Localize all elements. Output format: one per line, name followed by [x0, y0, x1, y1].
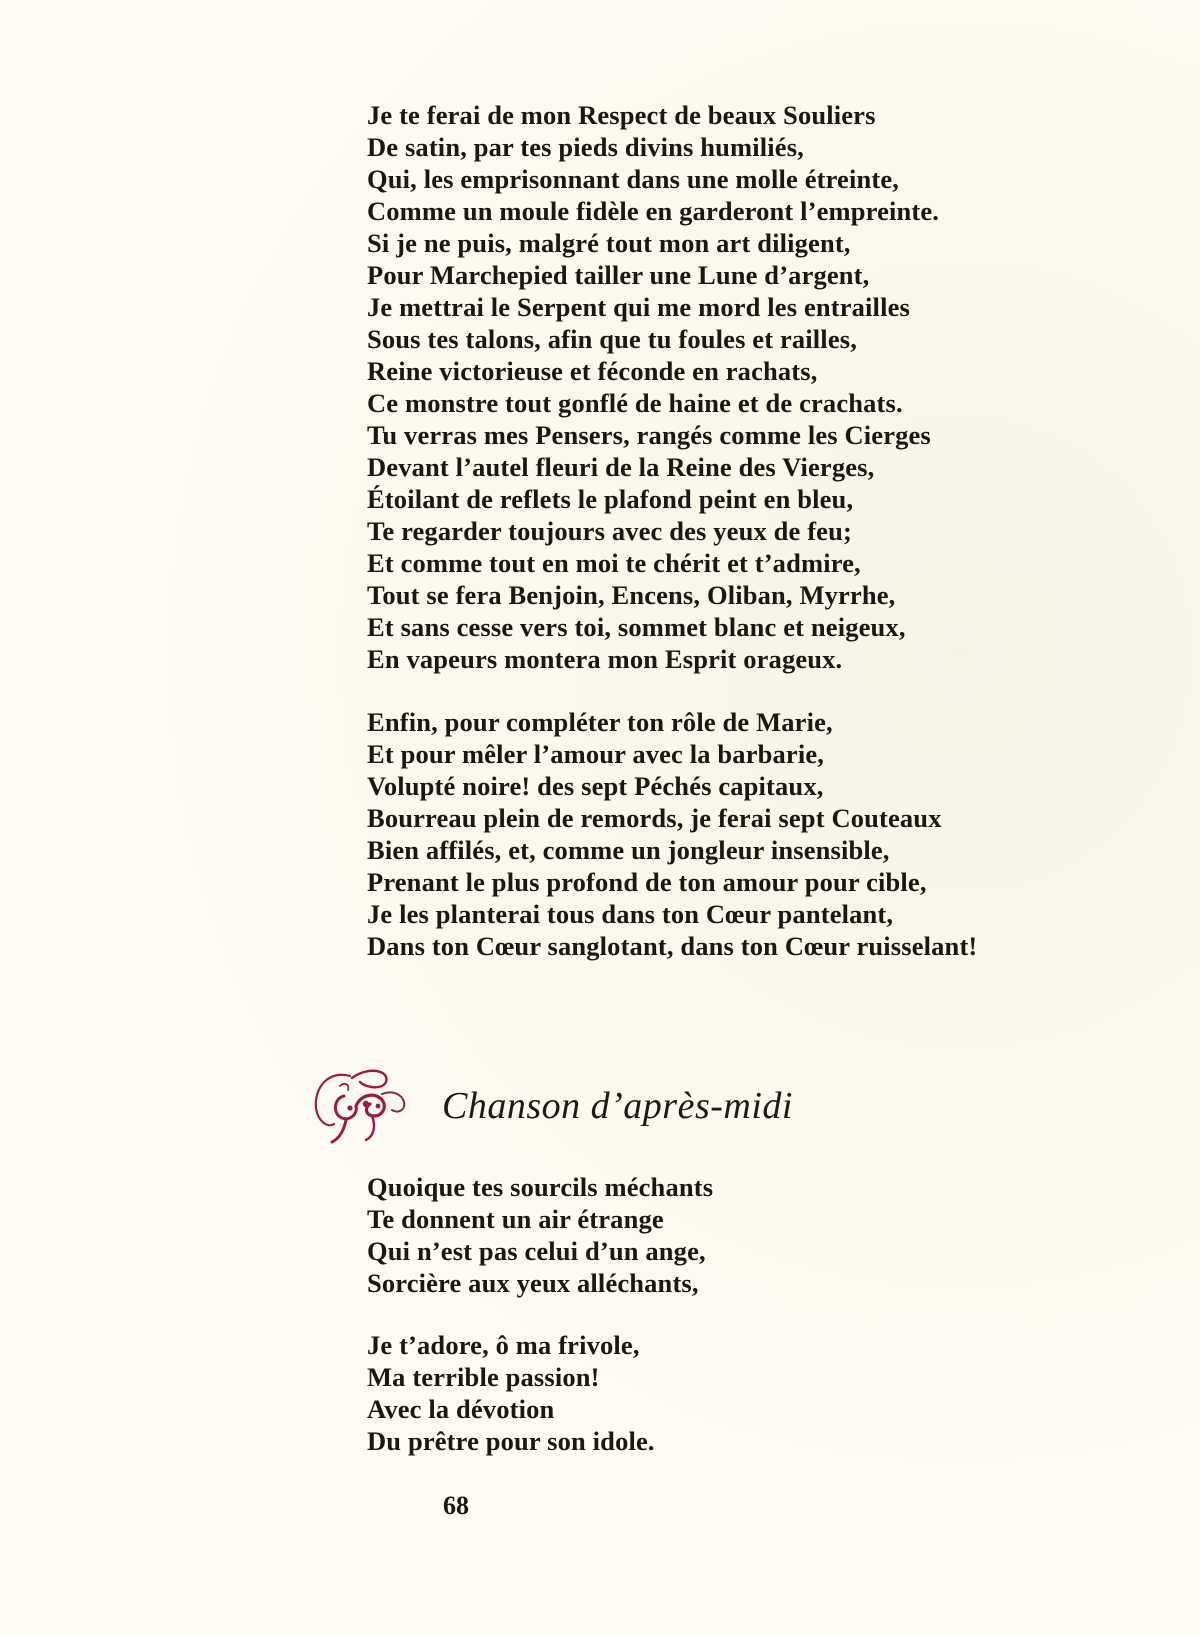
verse-line: Ce monstre tout gonflé de haine et de crachats.	[367, 388, 903, 418]
verse-line: De satin, par tes pieds divins humiliés,	[367, 132, 804, 162]
verse-line: Enfin, pour compléter ton rôle de Marie,	[367, 707, 833, 737]
verse-line: Ma terrible passion!	[367, 1362, 600, 1392]
verse-line: Te regarder toujours avec des yeux de feu;	[367, 516, 852, 546]
verse-line: Et pour mêler l’amour avec la barbarie,	[367, 739, 825, 769]
section-heading	[310, 1056, 910, 1146]
verse-line: Qui, les emprisonnant dans une molle étreinte,	[367, 164, 900, 194]
verse-line: Comme un moule fidèle en garderont l’empreinte.	[367, 196, 940, 226]
verse-line: Et comme tout en moi te chérit et t’admire,	[367, 548, 861, 578]
verse-line: Je te ferai de mon Respect de beaux Souliers	[367, 100, 876, 130]
verse-line: Prenant le plus profond de ton amour pour cible,	[367, 867, 927, 897]
verse-line: En vapeurs montera mon Esprit orageux.	[367, 644, 843, 674]
calligraphic-flourish-icon	[310, 1056, 415, 1146]
verse-line: Pour Marchepied tailler une Lune d’argent,	[367, 260, 870, 290]
song-stanza	[367, 1171, 713, 1299]
verse-line: Sorcière aux yeux alléchants,	[367, 1268, 699, 1298]
verse-line: Bourreau plein de remords, je ferai sept Couteaux	[367, 803, 942, 833]
verse-line: Qui n’est pas celui d’un ange,	[367, 1236, 706, 1266]
verse-line: Je t’adore, ô ma frivole,	[367, 1330, 640, 1360]
verse-line: Je les planterai tous dans ton Cœur pantelant,	[367, 899, 894, 929]
verse-line: Tout se fera Benjoin, Encens, Oliban, Myrrhe,	[367, 580, 896, 610]
verse-line: Avec la dévotion	[367, 1394, 555, 1424]
verse-line: Si je ne puis, malgré tout mon art diligent,	[367, 228, 851, 258]
verse-line: Sous tes talons, afin que tu foules et railles,	[367, 324, 857, 354]
verse-line: Reine victorieuse et féconde en rachats,	[367, 356, 818, 386]
verse-line: Volupté noire! des sept Péchés capitaux,	[367, 771, 824, 801]
verse-line: Je mettrai le Serpent qui me mord les entrailles	[367, 292, 910, 322]
section-title: Chanson d’après-midi	[442, 1085, 793, 1127]
verse-line: Bien affilés, et, comme un jongleur insensible,	[367, 835, 890, 865]
verse-line: Te donnent un air étrange	[367, 1204, 664, 1234]
page-number: 68	[443, 1491, 469, 1520]
verse-line: Étoilant de reflets le plafond peint en bleu,	[367, 484, 854, 514]
poem-stanza	[367, 706, 977, 962]
verse-line: Tu verras mes Pensers, rangés comme les Cierges	[367, 420, 931, 450]
verse-line: Du prêtre pour son idole.	[367, 1426, 655, 1456]
poem-stanza	[367, 99, 939, 675]
song-stanza	[367, 1329, 655, 1457]
verse-line: Devant l’autel fleuri de la Reine des Vierges,	[367, 452, 875, 482]
verse-line: Dans ton Cœur sanglotant, dans ton Cœur ruisselant!	[367, 931, 978, 961]
verse-line: Quoique tes sourcils méchants	[367, 1172, 714, 1202]
verse-line: Et sans cesse vers toi, sommet blanc et neigeux,	[367, 612, 906, 642]
